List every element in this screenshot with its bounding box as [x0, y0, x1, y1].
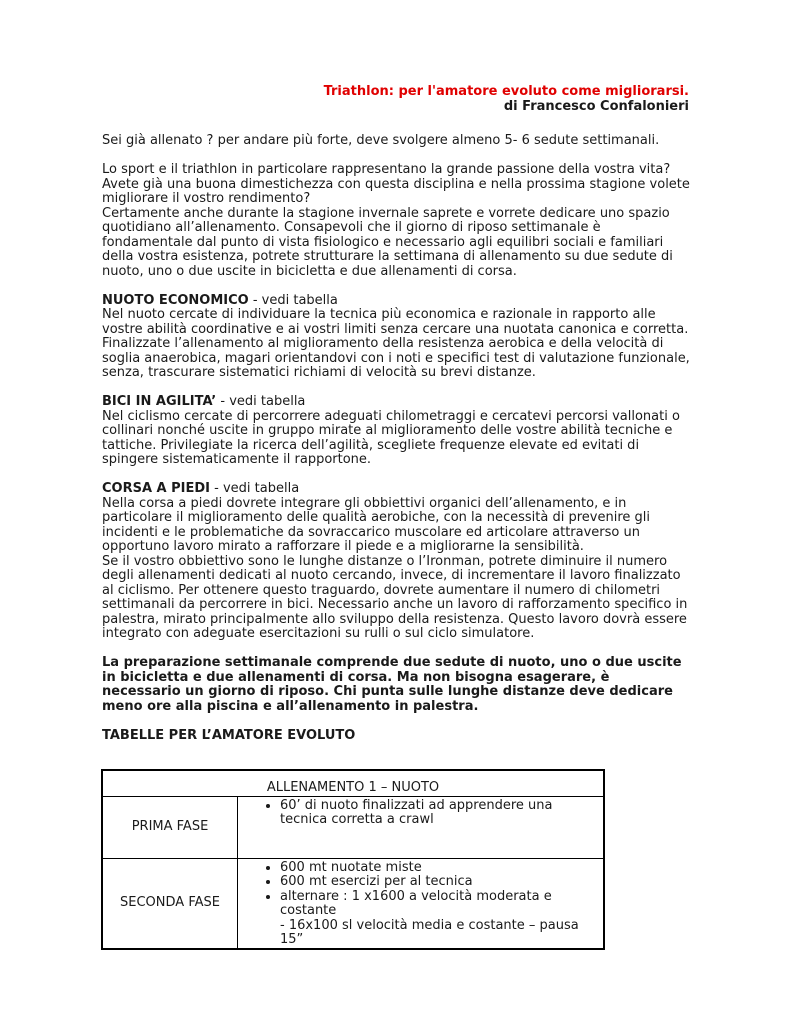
section-text: Nel ciclismo cercate di percorrere adeguati chilometraggi e cercatevi percorsi vallonati o collinari nonché uscite in gruppo mirate al miglioramento delle vostre abilità tecniche e tattiche. Privilegiate la ricerca dell’agilità, scegliete frequenze elevate ed evitati di spingere sistematicamente il rapportone. [102, 408, 680, 467]
training-table [101, 769, 605, 950]
section-heading-suffix: - vedi tabella [210, 481, 300, 496]
section-bici [102, 395, 692, 468]
section-heading: NUOTO ECONOMICO [102, 292, 249, 308]
section-text: Nella corsa a piedi dovrete integrare gli obbiettivi organici dell’allenamento, e in particolare il miglioramento delle qualità aerobiche, con la necessità di prevenire gli incidenti e le problematiche da sovraccarico muscolare ed articolare attraverso un opportuno lavoro mirato a rafforzare il piede e a migliorarne la sensibilità. [102, 495, 650, 554]
table-caption: ALLENAMENTO 1 – NUOTO [102, 770, 604, 796]
section-corsa [102, 482, 692, 642]
document-header [324, 85, 689, 114]
section-text: Se il vostro obbiettivo sono le lunghe distanze o l’Ironman, potrete diminuire il numero degli allenamenti dedicati al nuoto cercando, invece, di incrementare il lavoro finalizzato al ciclismo. Per ottenere questo traguardo, dovrete aumentare il numero di chilometri settimanali da percorrere in bici. Necessario anche un lavoro di rafforzamento specifico in palestra, mirato principalmente allo sviluppo della resistenza. Questo lavoro dovrà essere integrato con adeguate esercitazioni su rulli o sul ciclo simulatore. [102, 553, 688, 641]
table-row [102, 796, 604, 858]
document-title: Triathlon: per l'amatore evoluto come migliorarsi. [323, 84, 689, 99]
items-list [238, 797, 603, 828]
section-text: Nel nuoto cercate di individuare la tecnica più economica e razionale in rapporto alle vostre abilità coordinative e ai vostri limiti senza cercare una nuotata canonica e corretta. Finalizzate l’allenamento al miglioramento della resistenza aerobica e della velocità di soglia anaerobica, magari orientandovi con i noti e specifici test di valutazione funzionale, senza, trascurare sistematici richiami di velocità su brevi distanze. [102, 307, 690, 380]
section-nuoto [102, 294, 692, 381]
table-header-row [102, 770, 604, 796]
items-list [238, 859, 603, 948]
tables-heading: TABELLE PER L’AMATORE EVOLUTO [102, 727, 356, 743]
section-heading: CORSA A PIEDI [102, 481, 211, 496]
document-author: di Francesco Confalonieri [503, 98, 689, 114]
summary-paragraph: La preparazione settimanale comprende due sedute di nuoto, uno o due uscite in bicicletta e due allenamenti di corsa. Ma non bisogna esagerare, è necessario un giorno di riposo. Chi punta sulle lunghe distanze deve dedicare meno ore alla piscina e all’allenamento in palestra. [102, 655, 682, 714]
section-heading: BICI IN AGILITA’ [102, 394, 217, 409]
table-row [102, 858, 604, 949]
phase-cell: SECONDA FASE [102, 858, 238, 949]
body-paragraph [102, 163, 692, 279]
intro-paragraph: Sei già allenato ? per andare più forte, deve svolgere almeno 5- 6 sedute settimanali. [102, 133, 660, 148]
list-item: • 600 mt nuotate miste [280, 861, 597, 876]
list-item: • 60’ di nuoto finalizzati ad apprendere una tecnica corretta a crawl [280, 799, 597, 828]
paragraph-text: Lo sport e il triathlon in particolare rappresentano la grande passione della vostra vita? Avete già una buona dimestichezza con questa disciplina e nella prossima stagione volete migliorare il vostro rendimento? [102, 162, 690, 206]
items-cell [238, 796, 605, 858]
paragraph-text: Certamente anche durante la stagione invernale saprete e vorrete dedicare uno spazio quotidiano all’allenamento. Consapevoli che il giorno di riposo settimanale è fondamentale dal punto di vista fisiologico e necessario agli equilibri sociali e familiari della vostra esistenza, potrete strutturare la settimana di allenamento su due sedute di nuoto, uno o due uscite in bicicletta e due allenamenti di corsa. [102, 205, 673, 279]
training-table-container [101, 769, 605, 950]
items-cell [238, 858, 605, 949]
section-heading-suffix: - vedi tabella [216, 394, 306, 409]
list-item: • 600 mt esercizi per al tecnica [280, 875, 597, 890]
section-heading-suffix: - vedi tabella [248, 292, 338, 308]
phase-cell: PRIMA FASE [102, 796, 238, 858]
list-item-continuation: - 16x100 sl velocità media e costante – pausa 15” [280, 917, 579, 947]
document-body [102, 134, 692, 758]
list-item: • alternare : 1 x1600 a velocità moderata e costante [280, 890, 597, 919]
